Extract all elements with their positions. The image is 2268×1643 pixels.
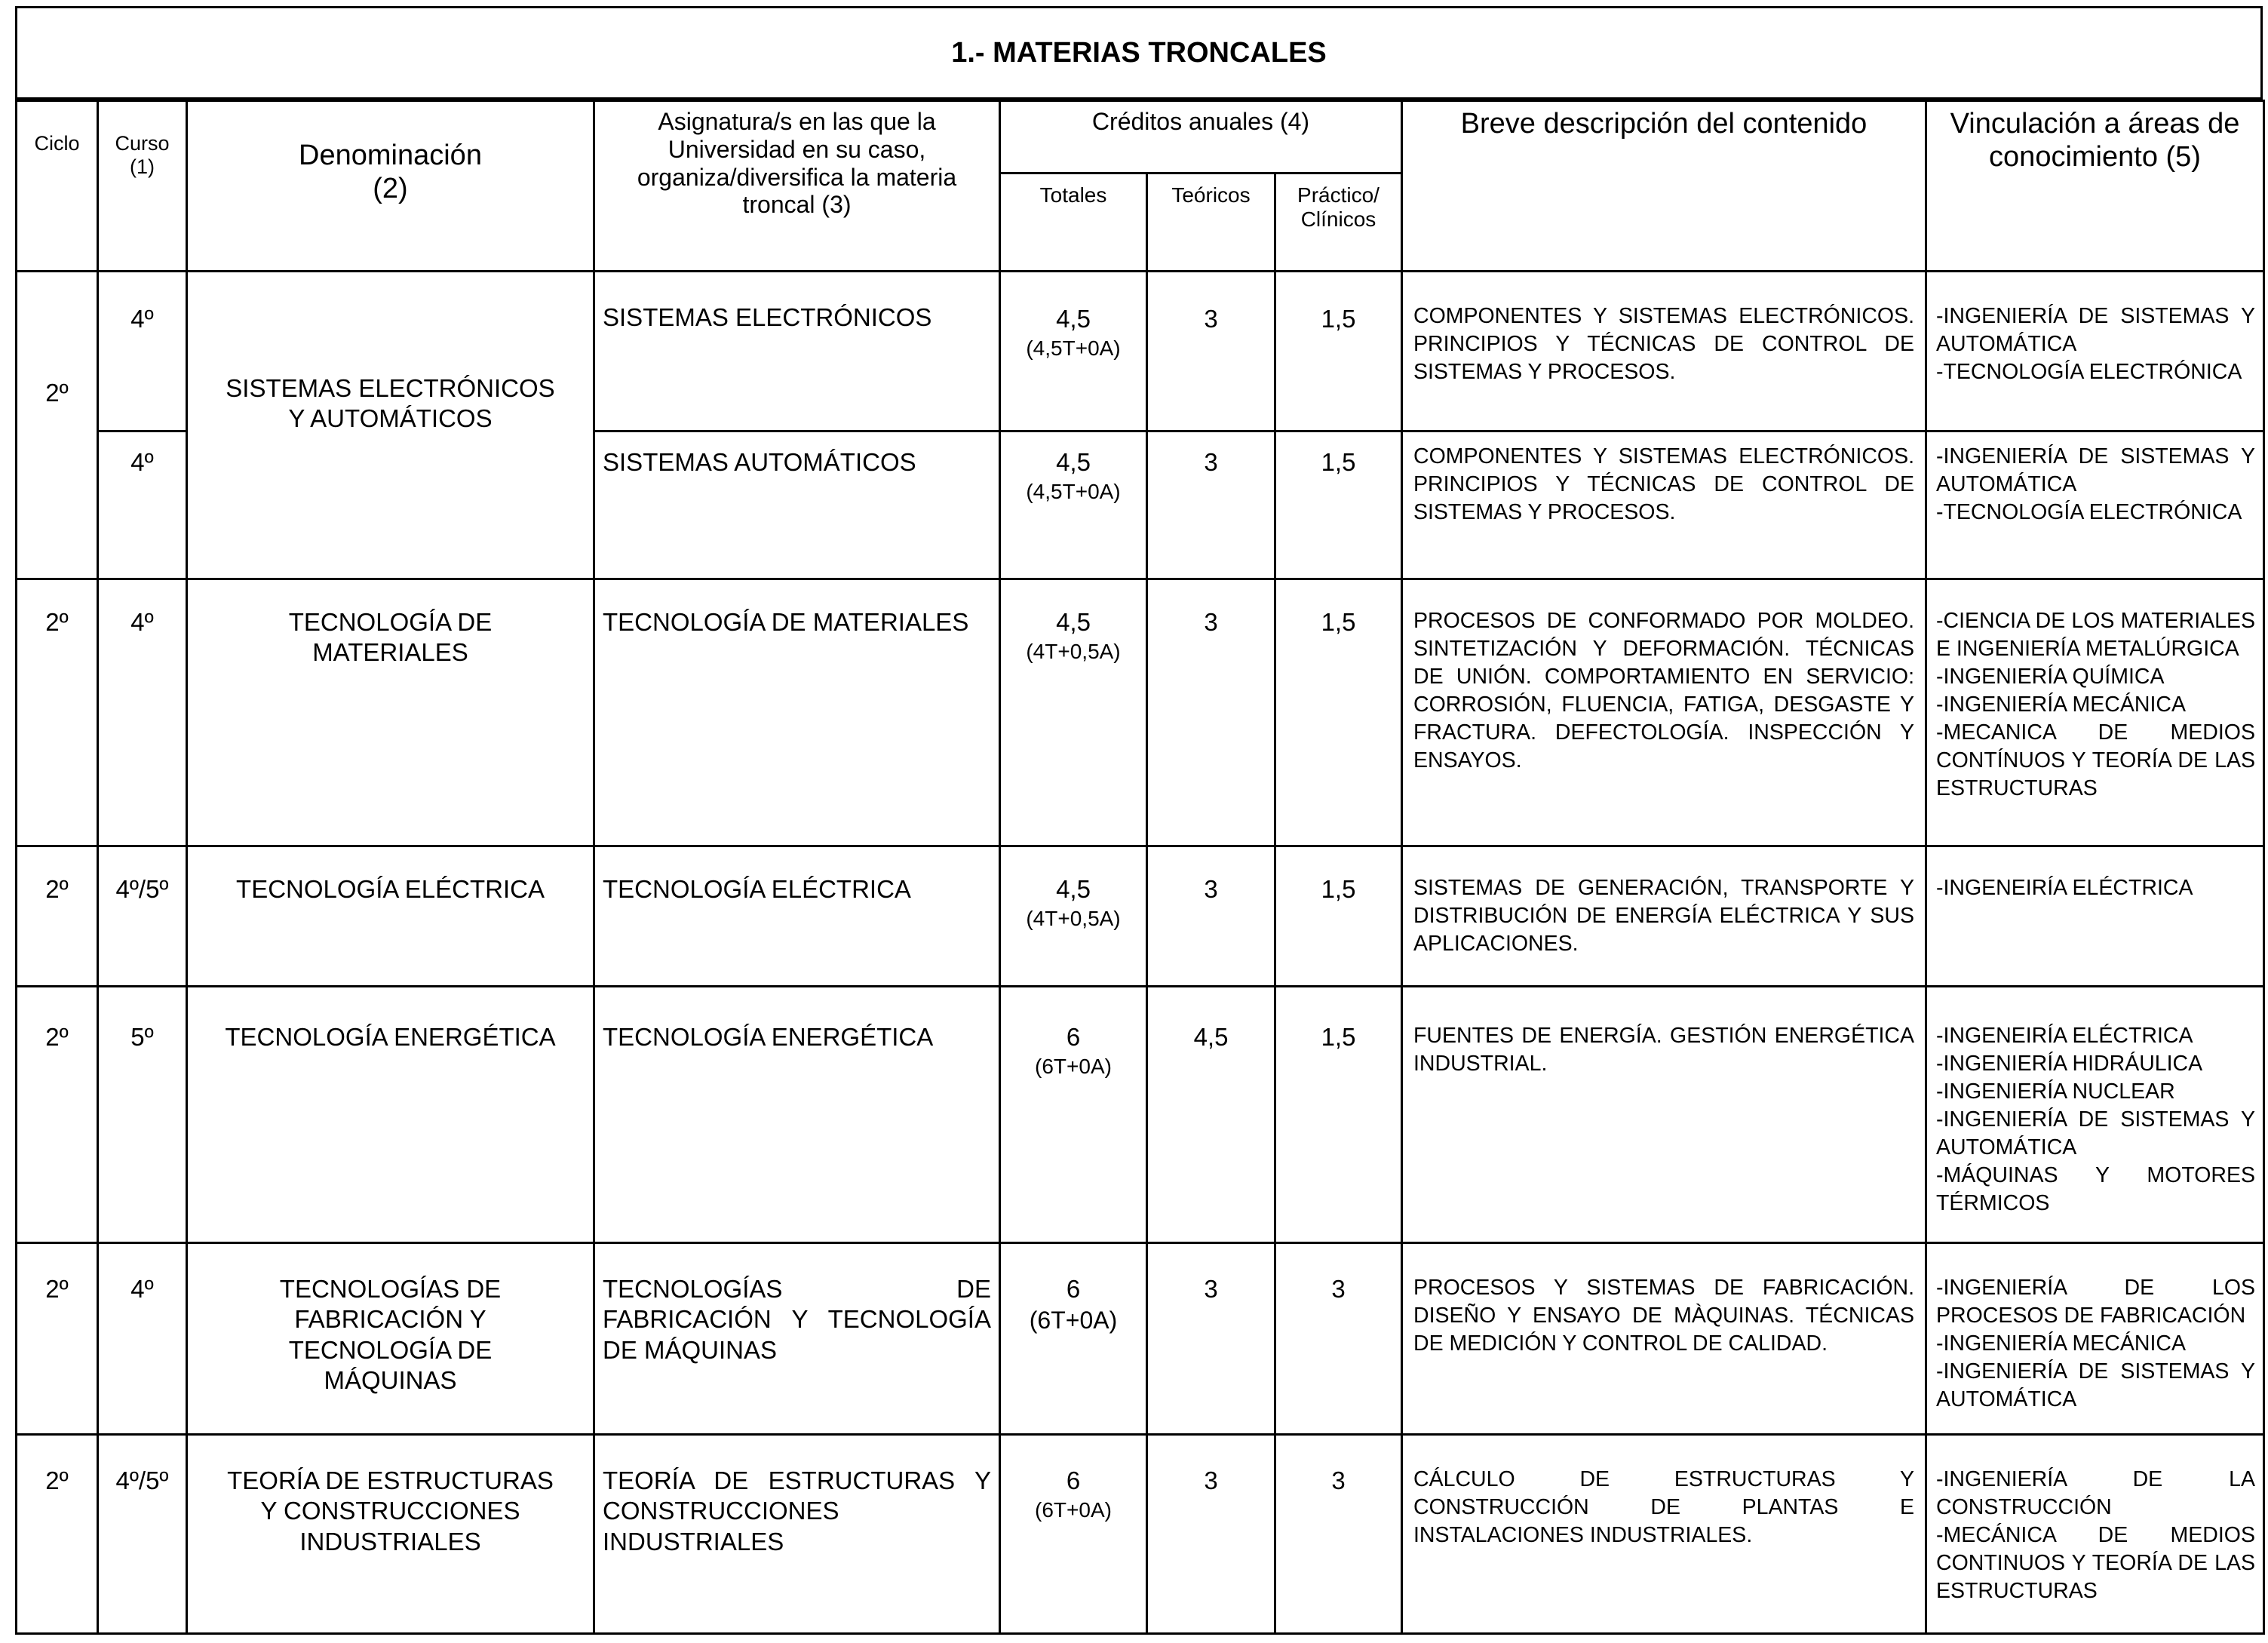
header-curso: Curso (1) [98, 101, 187, 272]
teoricos-cell: 3 [1147, 579, 1275, 846]
areas-cell: -INGENIERÍA DE SISTEMAS Y AUTOMÁTICA -TECNOLOGÍA ELECTRÓNICA [1926, 272, 2264, 431]
areas-cell: -CIENCIA DE LOS MATERIALES E INGENIERÍA METALÚRGICA -INGENIERÍA QUÍMICA -INGENIERÍA MECÁNICA -MECANICA DE MEDIOS CONTÍNUOS Y TEORÍA DE LAS ESTRUCTURAS [1926, 579, 2264, 846]
curso-cell: 4º/5º [98, 846, 187, 987]
totales-cell: 4,5 (4T+0,5A) [1000, 579, 1147, 846]
denominacion-cell: TECNOLOGÍA ENERGÉTICA [187, 987, 594, 1243]
teoricos-cell: 3 [1147, 846, 1275, 987]
table-row [17, 846, 2264, 987]
asignatura-cell: SISTEMAS ELECTRÓNICOS [594, 272, 1000, 431]
header-totales: Totales [1000, 174, 1147, 272]
denominacion-cell: TECNOLOGÍA DE MATERIALES [187, 579, 594, 846]
header-practicos: Práctico/ Clínicos [1275, 174, 1402, 272]
asignatura-cell: TECNOLOGÍA DE MATERIALES [594, 579, 1000, 846]
areas-cell: -INGENEIRÍA ELÉCTRICA [1926, 846, 2264, 987]
denominacion-cell: SISTEMAS ELECTRÓNICOS Y AUTOMÁTICOS [187, 272, 594, 579]
teoricos-cell: 3 [1147, 431, 1275, 579]
descripcion-cell: PROCESOS Y SISTEMAS DE FABRICACIÓN. DISEÑO Y ENSAYO DE MÀQUINAS. TÉCNICAS DE MEDICIÓN Y CONTROL DE CALIDAD. [1402, 1243, 1926, 1435]
teoricos-cell: 4,5 [1147, 987, 1275, 1243]
asignatura-cell: TECNOLOGÍA ELÉCTRICA [594, 846, 1000, 987]
curso-cell: 5º [98, 987, 187, 1243]
totales-cell: 6 (6T+0A) [1000, 1243, 1147, 1435]
areas-cell: -INGENIERÍA DE LA CONSTRUCCIÓN -MECÁNICA DE MEDIOS CONTINUOS Y TEORÍA DE LAS ESTRUCTURAS [1926, 1435, 2264, 1634]
descripcion-cell: CÁLCULO DE ESTRUCTURAS Y CONSTRUCCIÓN DE PLANTAS E INSTALACIONES INDUSTRIALES. [1402, 1435, 1926, 1634]
practicos-cell: 1,5 [1275, 846, 1402, 987]
ciclo-cell: 2º [17, 987, 98, 1243]
practicos-cell: 3 [1275, 1243, 1402, 1435]
table-row [17, 1243, 2264, 1435]
totales-cell: 4,5 (4,5T+0A) [1000, 272, 1147, 431]
asignatura-cell: TECNOLOGÍA ENERGÉTICA [594, 987, 1000, 1243]
header-descripcion: Breve descripción del contenido [1402, 101, 1926, 272]
denominacion-cell: TEORÍA DE ESTRUCTURAS Y CONSTRUCCIONES INDUSTRIALES [187, 1435, 594, 1634]
header-ciclo: Ciclo [17, 101, 98, 272]
descripcion-cell: PROCESOS DE CONFORMADO POR MOLDEO. SINTETIZACIÓN Y DEFORMACIÓN. TÉCNICAS DE UNIÓN. COMPORTAMIENTO EN SERVICIO: CORROSIÓN, FLUENCIA, FATIGA, DESGASTE Y FRACTURA. DEFECTOLOGÍA. INSPECCIÓN Y ENSAYOS. [1402, 579, 1926, 846]
ciclo-cell: 2º [17, 846, 98, 987]
practicos-cell: 1,5 [1275, 579, 1402, 846]
ciclo-cell: 2º [17, 1435, 98, 1634]
teoricos-cell: 3 [1147, 272, 1275, 431]
practicos-cell: 1,5 [1275, 431, 1402, 579]
practicos-cell: 3 [1275, 1435, 1402, 1634]
ciclo-cell: 2º [17, 579, 98, 846]
header-asignatura: Asignatura/s en las que la Universidad en su caso, organiza/diversifica la materia troncal (3) [594, 101, 1000, 272]
header-vinculacion: Vinculación a áreas de conocimiento (5) [1926, 101, 2264, 272]
descripcion-cell: SISTEMAS DE GENERACIÓN, TRANSPORTE Y DISTRIBUCIÓN DE ENERGÍA ELÉCTRICA Y SUS APLICACIONES. [1402, 846, 1926, 987]
materias-troncales-table [15, 100, 2265, 1635]
totales-cell: 6 (6T+0A) [1000, 987, 1147, 1243]
table-row [17, 1435, 2264, 1634]
curso-cell: 4º [98, 579, 187, 846]
curso-cell: 4º [98, 1243, 187, 1435]
totales-cell: 4,5 (4,5T+0A) [1000, 431, 1147, 579]
asignatura-cell: TECNOLOGÍAS DE FABRICACIÓN Y TECNOLOGÍA DE MÁQUINAS [594, 1243, 1000, 1435]
teoricos-cell: 3 [1147, 1243, 1275, 1435]
areas-cell: -INGENIERÍA DE SISTEMAS Y AUTOMÁTICA -TECNOLOGÍA ELECTRÓNICA [1926, 431, 2264, 579]
totales-cell: 4,5 (4T+0,5A) [1000, 846, 1147, 987]
curso-cell: 4º [98, 431, 187, 579]
practicos-cell: 1,5 [1275, 987, 1402, 1243]
descripcion-cell: FUENTES DE ENERGÍA. GESTIÓN ENERGÉTICA INDUSTRIAL. [1402, 987, 1926, 1243]
ciclo-cell: 2º [17, 272, 98, 579]
table-row [17, 272, 2264, 431]
header-row-1 [17, 101, 2264, 174]
descripcion-cell: COMPONENTES Y SISTEMAS ELECTRÓNICOS. PRINCIPIOS Y TÉCNICAS DE CONTROL DE SISTEMAS Y PROCESOS. [1402, 431, 1926, 579]
document-page [15, 0, 2264, 1635]
header-creditos: Créditos anuales (4) [1000, 101, 1402, 174]
practicos-cell: 1,5 [1275, 272, 1402, 431]
totales-cell: 6 (6T+0A) [1000, 1435, 1147, 1634]
curso-cell: 4º/5º [98, 1435, 187, 1634]
asignatura-cell: TEORÍA DE ESTRUCTURAS Y CONSTRUCCIONES INDUSTRIALES [594, 1435, 1000, 1634]
section-title: 1.- MATERIAS TRONCALES [15, 6, 2263, 100]
curso-cell: 4º [98, 272, 187, 431]
descripcion-cell: COMPONENTES Y SISTEMAS ELECTRÓNICOS. PRINCIPIOS Y TÉCNICAS DE CONTROL DE SISTEMAS Y PROCESOS. [1402, 272, 1926, 431]
table-row [17, 987, 2264, 1243]
denominacion-cell: TECNOLOGÍAS DE FABRICACIÓN Y TECNOLOGÍA DE MÁQUINAS [187, 1243, 594, 1435]
header-denominacion: Denominación (2) [187, 101, 594, 272]
ciclo-cell: 2º [17, 1243, 98, 1435]
denominacion-cell: TECNOLOGÍA ELÉCTRICA [187, 846, 594, 987]
header-teoricos: Teóricos [1147, 174, 1275, 272]
areas-cell: -INGENEIRÍA ELÉCTRICA -INGENIERÍA HIDRÁULICA -INGENIERÍA NUCLEAR -INGENIERÍA DE SISTEMAS Y AUTOMÁTICA -MÁQUINAS Y MOTORES TÉRMICOS [1926, 987, 2264, 1243]
asignatura-cell: SISTEMAS AUTOMÁTICOS [594, 431, 1000, 579]
areas-cell: -INGENIERÍA DE LOS PROCESOS DE FABRICACIÓN -INGENIERÍA MECÁNICA -INGENIERÍA DE SISTEMAS Y AUTOMÁTICA [1926, 1243, 2264, 1435]
table-row [17, 579, 2264, 846]
teoricos-cell: 3 [1147, 1435, 1275, 1634]
